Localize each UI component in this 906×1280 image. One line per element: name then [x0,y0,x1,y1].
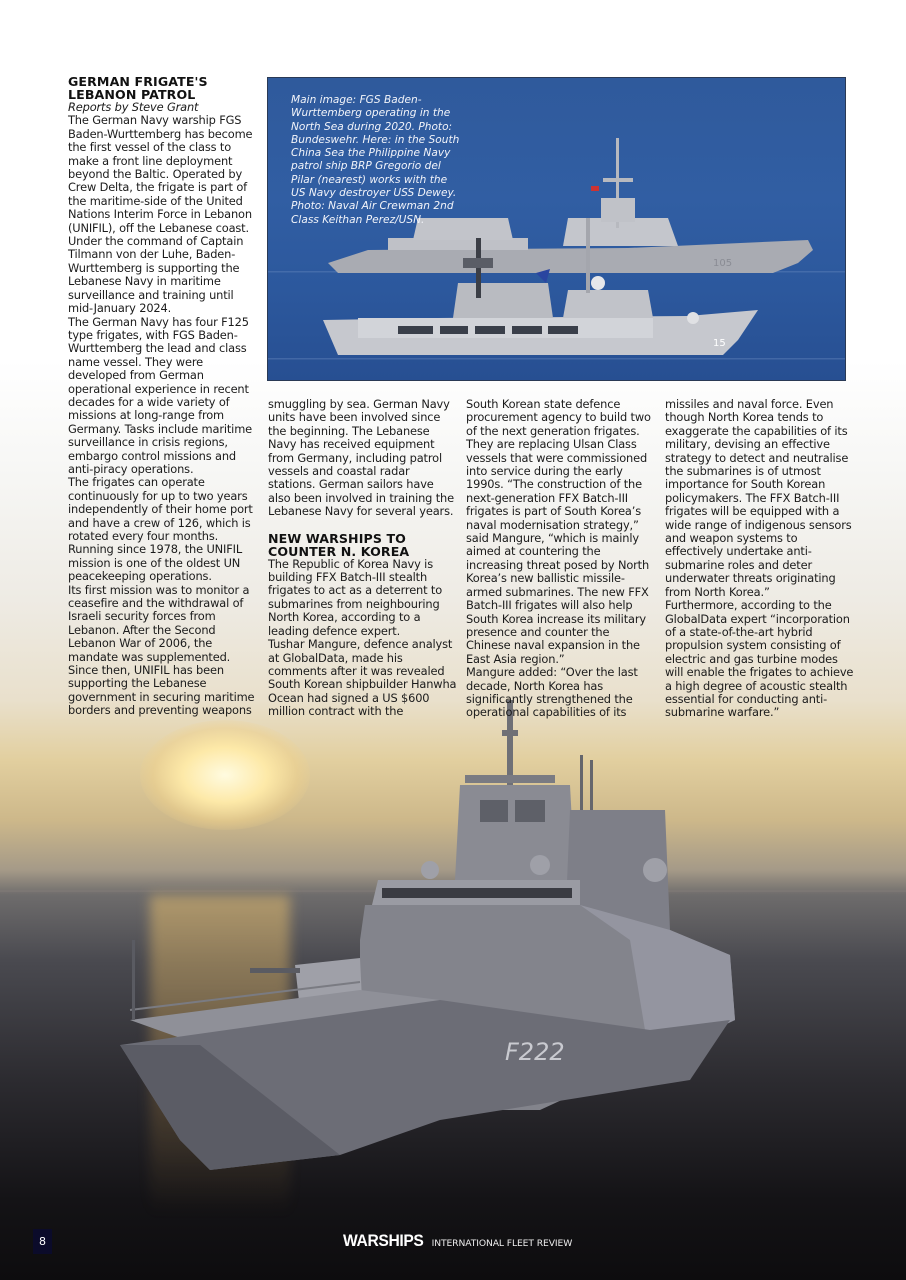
article1-paragraph: Since then, UNIFIL has been supporting the Lebanese government in securing maritime borders and preventing weapons [68,663,255,718]
page-number: 8 [33,1229,52,1254]
article2-paragraph: missiles and naval force. Even though North Korea tends to exaggerate the capabilities of its military, devising an effective strategy to detect and neutralise the submarines is of utmost importance for South Korean policymakers. The FFX Batch-III frigates will be equipped with a wide range of indigenous sensors and weapon systems to effectively undertake anti-submarine roles and deter underwater threats originating from North Korea.” [665,397,852,599]
article2-paragraph: Mangure added: “Over the last decade, North Korea has significantly strengthened the operational capabilities of its [466,665,638,720]
article2-column-3 [466,398,656,720]
article1-column-1 [68,75,258,718]
article2-headline: NEW WARSHIPS TO COUNTER N. KOREA [268,530,410,559]
frigate-f222-photo [110,700,750,1170]
article1-headline: GERMAN FRIGATE'S LEBANON PATROL [68,74,208,102]
inset-photo-ships [267,77,846,381]
article2-paragraph: The Republic of Korea Navy is building FFX Batch-III stealth frigates to act as a deterrent to submarines from neighbouring North Korea, according to a leading defence expert. [268,556,443,638]
article2-paragraph: South Korean state defence procurement agency to build two of the next generation frigates. They are replacing Ulsan Class vessels that were commissioned into service during the early 1990s. “The construction of the next-generation FFX Batch-III frigates is part of South Korea’s naval modernisation strategy,” said Mangure, “which is mainly aimed at countering the increasing threat posed by North Korea’s new ballistic missile-armed submarines. The new FFX Batch-III frigates will also help South Korea increase its military presence and counter the Chinese naval expansion in the East Asia region.” [466,397,651,666]
article2-paragraph: Tushar Mangure, defence analyst at GlobalData, made his comments after it was revealed South Korean shipbuilder Hanwha Ocean had signed a US $600 million contract with the [268,637,457,719]
patrol-ship-hull-number: 15 [713,338,726,349]
magazine-name: WARSHIPS [343,1231,424,1250]
article1-paragraph: Running since 1978, the UNIFIL mission is one of the oldest UN peacekeeping operations. [68,542,243,584]
article1-paragraph: The German Navy warship FGS Baden-Wurttemberg has become the first vessel of the class to make a front line deployment beyond the Baltic. Operated by Crew Delta, the frigate is part of the maritime-side of the United Nations Interim Force in Lebanon (UNIFIL), off the Lebanese coast. Under the command of Captain Tilmann von der Luhe, Baden-Wurttemberg is supporting the Lebanese Navy in maritime surveillance and training until mid-January 2024. [68,113,253,316]
byline: Reports by Steve Grant [68,100,199,114]
article-column-2 [268,398,458,719]
article2-column-4 [665,398,855,720]
magazine-masthead [343,1231,572,1251]
magazine-subtitle: INTERNATIONAL FLEET REVIEW [431,1238,573,1249]
destroyer-hull-number: 105 [713,258,733,269]
article1-paragraph: Its first mission was to monitor a ceasefire and the withdrawal of Israeli security forces from Lebanon. After the Second Lebanon War of 2006, the mandate was supplemented. [68,582,250,664]
photo-caption: Main image: FGS Baden-Wurttemberg operating in the North Sea during 2020. Photo: Bundeswehr. Here: in the South China Sea the Philippine Navy patrol ship BRP Gregorio del Pilar (nearest) works with the US Navy destroyer USS Dewey. Photo: Naval Air Crewman 2nd Class Keithan Perez/USN. [291,94,460,226]
frigate-hull-number: F222 [505,1038,565,1066]
article1-paragraph: The German Navy has four F125 type frigates, with FGS Baden-Wurttemberg the lead and class name vessel. They were developed from German operational experience in recent decades for a wide variety of missions at long-range from Germany. Tasks include maritime surveillance in crisis regions, embargo control missions and anti-piracy operations. [68,314,253,476]
article2-paragraph: Furthermore, according to the GlobalData expert “incorporation of a state-of-the-art hybrid propulsion system consisting of electric and gas turbine modes will enable the frigates to achieve a high degree of acoustic stealth essential for conducting anti-submarine warfare.” [665,598,854,720]
article1-paragraph: smuggling by sea. German Navy units have been involved since the beginning. The Lebanese Navy has received equipment from Germany, including patrol vessels and coastal radar stations. German sailors have also been involved in training the Lebanese Navy for several years. [268,397,454,519]
article1-paragraph: The frigates can operate continuously for up to two years independently of their home port and have a crew of 126, which is rotated every four months. [68,475,253,543]
